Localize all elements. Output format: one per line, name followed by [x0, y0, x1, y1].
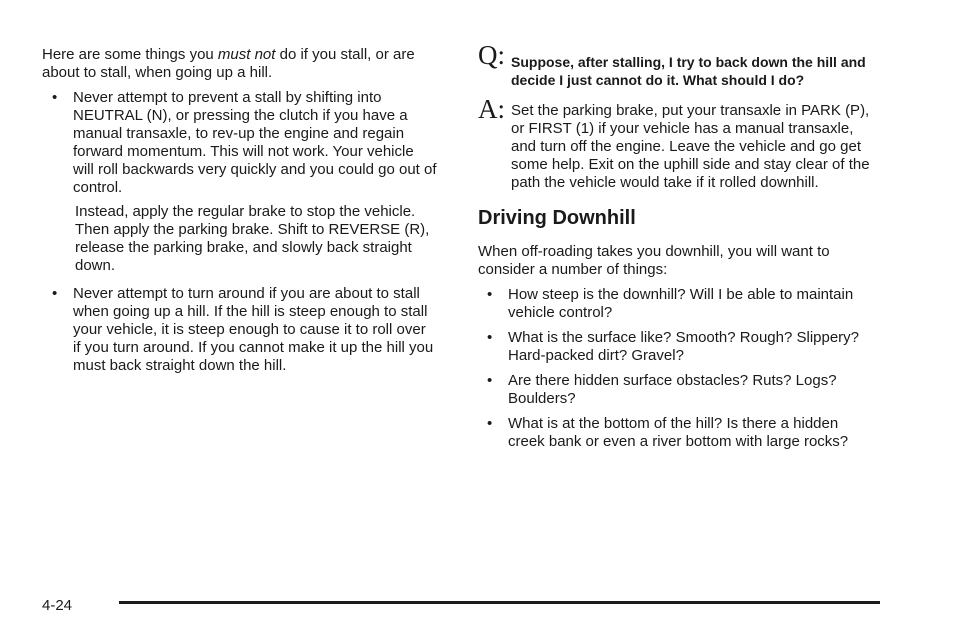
bullet-subparagraph: Instead, apply the regular brake to stop the vehicle. Then apply the parking brake. Shift to REVERSE (R), release the parking brake, and slowly back straight down. [75, 203, 430, 274]
intro-emphasis: must not [217, 46, 276, 63]
stall-warnings-list [42, 89, 437, 375]
list-item: • What is the surface like? Smooth? Rough? Slippery? Hard-packed dirt? Gravel? [478, 329, 878, 365]
question-mark-label: Q: [478, 40, 505, 70]
intro-text-start: Here are some things you [42, 46, 218, 63]
downhill-questions-list [478, 286, 878, 451]
intro-text-end: do if you stall, or are about to stall, when going up a hill. [42, 46, 415, 81]
list-item: • What is at the bottom of the hill? Is there a hidden creek bank or even a river bottom with large rocks? [478, 415, 878, 451]
list-item: • Are there hidden surface obstacles? Ruts? Logs? Boulders? [478, 372, 878, 408]
page-number: 4-24 [42, 597, 73, 614]
list-item: • How steep is the downhill? Will I be able to maintain vehicle control? [478, 286, 878, 322]
answer-block [478, 94, 878, 192]
right-column [478, 40, 878, 458]
list-item [42, 89, 437, 275]
question-block [478, 40, 878, 89]
answer-mark-label: A: [478, 94, 505, 124]
answer-text: Set the parking brake, put your transaxle in PARK (P), or FIRST (1) if your vehicle has a manual transaxle, and turn off the engine. Leave the vehicle and go get some help. Exit on the uphill side and stay clear of the path the vehicle would take if it rolled downhill. [511, 102, 870, 191]
intro-paragraph [42, 46, 437, 82]
question-text: Suppose, after stalling, I try to back down the hill and decide I just cannot do it. What should I do? [511, 54, 866, 88]
bullet-text: • Never attempt to prevent a stall by shifting into NEUTRAL (N), or pressing the clutch if you have a manual transaxle, to rev-up the engine and regain forward momentum. This will not work. Your vehicle will roll backwards very quickly and you could go out of control. [73, 89, 437, 196]
downhill-intro: When off-roading takes you downhill, you will want to consider a number of things: [478, 243, 830, 278]
section-heading: Driving Downhill [478, 207, 636, 229]
footer-rule [119, 601, 880, 604]
bullet-text: • Never attempt to turn around if you are about to stall when going up a hill. If the hill is steep enough to stall your vehicle, it is steep enough to cause it to roll over if you turn around. If you cannot make it up the hill you must back straight down the hill. [73, 285, 434, 374]
left-column [42, 46, 437, 385]
list-item [42, 285, 437, 375]
